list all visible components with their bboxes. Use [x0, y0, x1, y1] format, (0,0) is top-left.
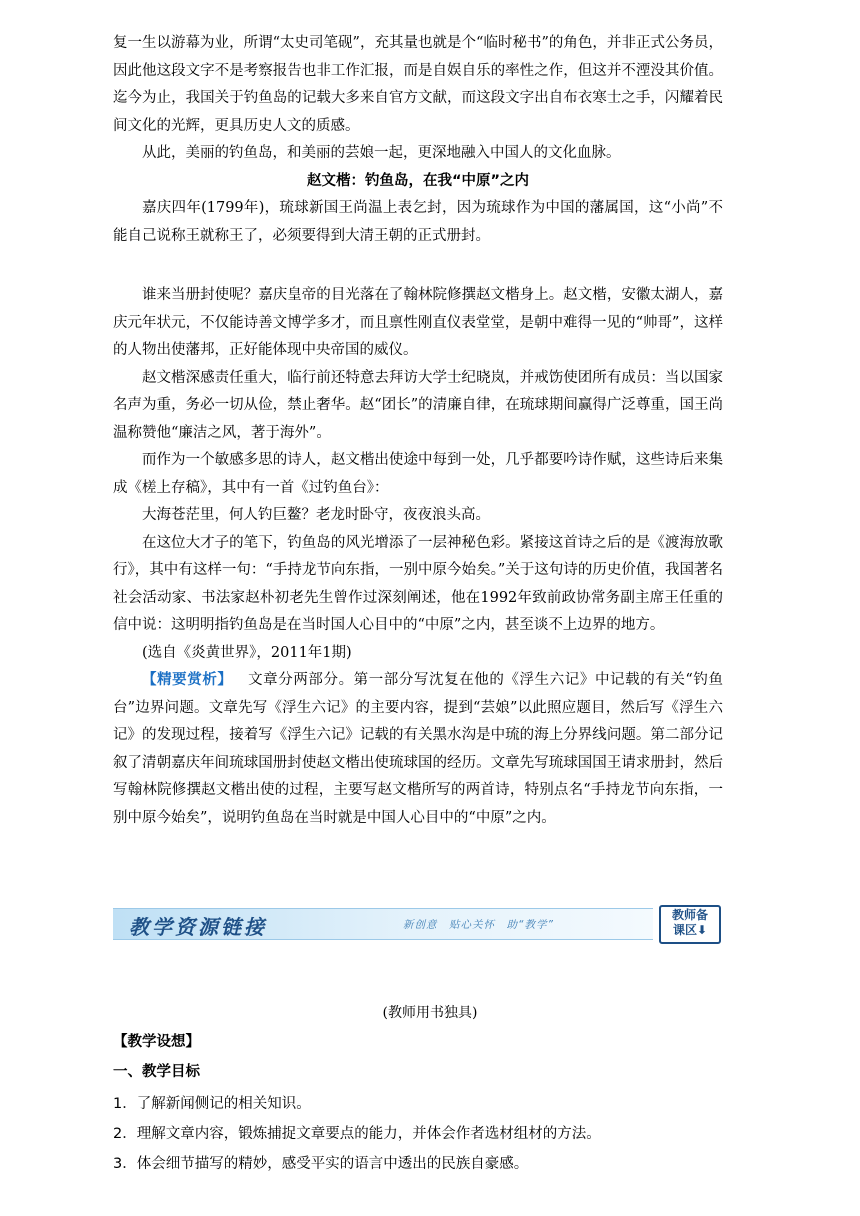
teacher-note: (教师用书独具) [382, 1005, 478, 1021]
teacher-area-badge[interactable] [659, 905, 721, 944]
paragraph: 赵文楷深感责任重大，临行前还特意去拜访大学士纪晓岚，并戒饬使团所有成员：当以国家名声为重，务必一切从俭，禁止奢华。赵“团长”的清廉自律，在琉球期间赢得广泛尊重，国王尚温称赞他“廉洁之风，著于海外”。 [113, 369, 723, 441]
banner-slogan: 新创意 贴心关怀 助“教学” [403, 919, 554, 931]
objective-item: 2．理解文章内容，锻炼捕捉文章要点的能力，并体会作者选材组材的方法。 [113, 1126, 601, 1142]
resource-banner [113, 905, 719, 943]
section-heading: 赵文楷：钓鱼岛，在我“中原”之内 [306, 172, 530, 189]
paragraph: 在这位大才子的笔下，钓鱼岛的风光增添了一层神秘色彩。紧接这首诗之后的是《渡海放歌行》，其中有这样一句：“手持龙节向东指，一别中原今始矣。”关于这句诗的历史价值，我国著名社会活动家、书法家赵朴初老先生曾作过深刻阐述，他在1992年致前政协常务副主席王任重的信中说：这明明指钓鱼岛是在当时国人心目中的“中原”之内，甚至谈不上边界的地方。 [113, 534, 723, 633]
objective-item: 1．了解新闻侧记的相关知识。 [113, 1096, 311, 1112]
spacer [113, 250, 723, 282]
objective-item: 3．体会细节描写的精妙，感受平实的语言中透出的民族自豪感。 [113, 1156, 529, 1172]
paragraph: 嘉庆四年(1799年)，琉球新国王尚温上表乞封，因为琉球作为中国的藩属国，这“小尚”不能自己说称王就称王了，必须要得到大清王朝的正式册封。 [113, 200, 723, 244]
article-body [113, 30, 723, 832]
paragraph: 谁来当册封使呢？嘉庆皇帝的目光落在了翰林院修撰赵文楷身上。赵文楷，安徽太湖人，嘉庆元年状元，不仅能诗善文博学多才，而且禀性刚直仪表堂堂，是朝中难得一见的“帅哥”，这样的人物出使藩邦，正好能体现中央帝国的威仪。 [113, 287, 723, 358]
appreciation [113, 667, 723, 832]
source-citation: (选自《炎黄世界》，2011年1期) [142, 644, 352, 661]
paragraph: 而作为一个敏感多思的诗人，赵文楷出使途中每到一处，几乎都要吟诗作赋，这些诗后来集成《槎上存稿》，其中有一首《过钓鱼台》： [113, 452, 723, 496]
objectives-heading: 一、教学目标 [113, 1064, 200, 1080]
badge-line: 教师备 [671, 908, 708, 922]
banner-title: 教学资源链接 [129, 915, 267, 939]
poem: 大海苍茫里，何人钓巨鳌？老龙时卧守，夜夜浪头高。 [142, 507, 490, 523]
paragraph: 从此，美丽的钓鱼岛，和美丽的芸娘一起，更深地融入中国人的文化血脉。 [142, 145, 621, 161]
appreciation-tag: 【精要赏析】 [142, 672, 233, 688]
appreciation-text: 文章分两部分。第一部分写沈复在他的《浮生六记》中记载的有关“钓鱼台”边界问题。文章先写《浮生六记》的主要内容，提到“芸娘”以此照应题目，然后写《浮生六记》的发现过程，接着写《浮生六记》记载的有关黑水沟是中琉的海上分界线问题。第二部分记叙了清朝嘉庆年间琉球国册封使赵文楷出使琉球国的经历。文章先写琉球国国王请求册封，然后写翰林院修撰赵文楷出使的过程，主要写赵文楷所写的两首诗，特别点名“手持龙节向东指，一别中原今始矣”，说明钓鱼岛在当时就是中国人心目中的“中原”之内。 [113, 672, 724, 826]
badge-line: 课区⬇ [672, 923, 708, 937]
design-title: 【教学设想】 [113, 1034, 200, 1050]
paragraph: 复一生以游幕为业，所谓“太史司笔砚”，充其量也就是个“临时秘书”的角色，并非正式公务员，因此他这段文字不是考察报告也非工作汇报，而是自娱自乐的率性之作，但这并不湮没其价值。迄今为止，我国关于钓鱼岛的记载大多来自官方文献，而这段文字出自布衣寒士之手，闪耀着民间文化的光辉，更具历史人文的质感。 [113, 35, 723, 134]
